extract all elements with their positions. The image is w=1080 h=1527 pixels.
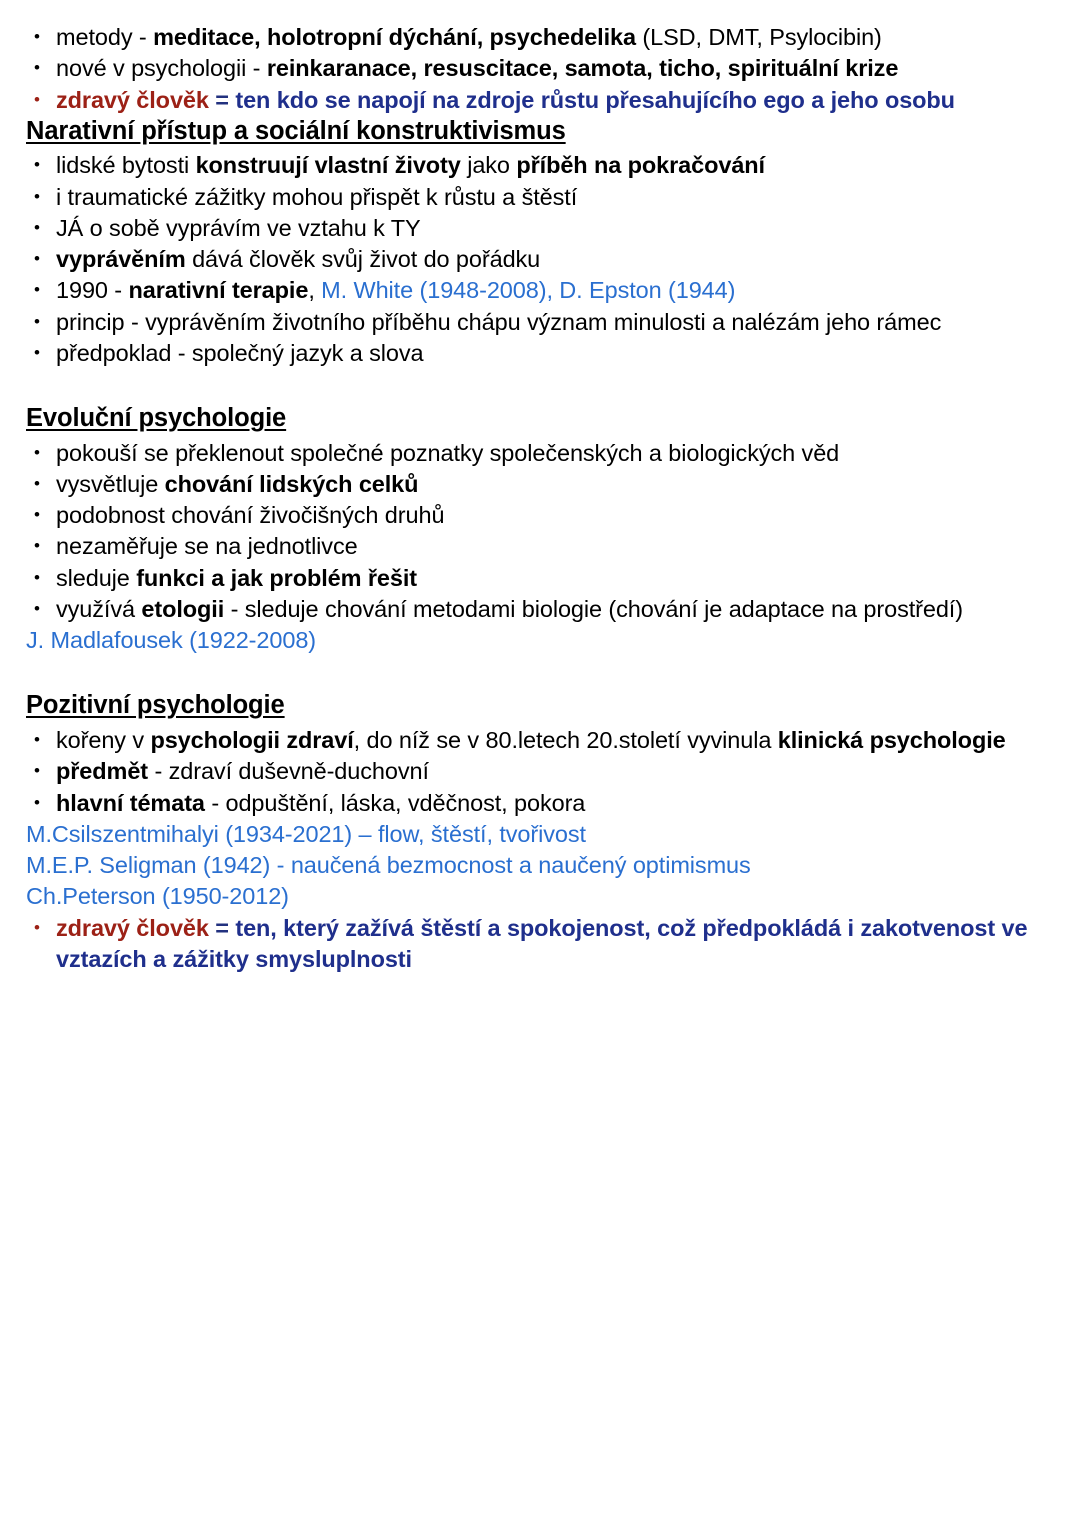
top-bullet-list (26, 22, 1054, 116)
text-line (26, 850, 1054, 881)
text-run: hlavní témata (56, 789, 205, 816)
text-run: nezaměřuje se na jednotlivce (56, 533, 358, 560)
text-run: jako (460, 152, 517, 179)
text-run: - sleduje chování metodami biologie (chování je adaptace na prostředí) (224, 595, 963, 622)
text-run: konstruují vlastní životy (195, 152, 461, 179)
text-run: předmět (56, 758, 149, 785)
bullet-item (26, 307, 1054, 338)
text-run: vyprávěním (56, 246, 186, 273)
bullet-item (26, 213, 1054, 244)
text-run: využívá (56, 595, 142, 622)
bullet-item (26, 594, 1054, 625)
text-run: nové v psychologii - (56, 55, 267, 82)
bullet-list (26, 913, 1054, 976)
text-run: JÁ o sobě vyprávím ve vztahu k TY (56, 214, 421, 241)
text-run: metody - (56, 24, 154, 50)
text-run: příběh na pokračování (516, 152, 765, 179)
document-section (26, 403, 1054, 656)
bullet-item (26, 244, 1054, 275)
bullet-list (26, 150, 1054, 369)
text-run: 1990 - (56, 277, 129, 304)
sections-container (26, 116, 1054, 975)
text-run: princip - vyprávěním životního příběhu chápu význam minulosti a nalézám jeho rámec (56, 308, 942, 335)
text-run: předpoklad - společný jazyk a slova (56, 339, 424, 366)
bullet-item (26, 500, 1054, 531)
text-run: klinická psychologie (777, 727, 1006, 754)
bullet-item (26, 563, 1054, 594)
text-run: dává člověk svůj život do pořádku (185, 246, 541, 273)
bullet-item (26, 756, 1054, 787)
bullet-item (26, 150, 1054, 181)
text-run: zdravý člověk (56, 914, 209, 941)
text-run: = (208, 914, 236, 941)
bullet-item (26, 725, 1054, 756)
bullet-item (26, 531, 1054, 562)
section-heading: Pozitivní psychologie (26, 691, 285, 720)
text-run: ten, který zažívá štěstí a spokojenost, což předpokládá i zakotvenost ve vztazích a zážitky smysluplnosti (56, 914, 1028, 972)
text-run: pokouší se překlenout společné poznatky společenských a biologických věd (56, 439, 840, 466)
text-run: - zdraví duševně-duchovní (148, 758, 429, 785)
text-run: chování lidských celků (164, 470, 419, 497)
text-line (26, 625, 1054, 656)
bullet-list (26, 438, 1054, 626)
text-run: (LSD, DMT, Psylocibin) (635, 24, 882, 50)
text-run: M.E.P. Seligman (1942) - naučená bezmocnost a naučený optimismus (26, 852, 751, 879)
text-run: M. White (1948-2008), D. Epston (1944) (321, 277, 736, 304)
text-run: lidské bytosti (56, 152, 196, 179)
text-run: meditace, holotropní dýchání, psychedelika (153, 24, 636, 50)
text-run: , (308, 277, 322, 304)
text-run: zdravý člověk (56, 86, 209, 113)
bullet-item (26, 53, 1054, 84)
text-run: , do níž se v 80.letech 20.století vyvinula (353, 727, 778, 754)
text-run: kořeny v (56, 727, 151, 754)
text-run: M.Csilszentmihalyi (1934-2021) – flow, štěstí, tvořivost (26, 820, 586, 847)
text-run: ten kdo se napojí na zdroje růstu přesahujícího ego a jeho osobu (235, 86, 955, 113)
bullet-item (26, 182, 1054, 213)
text-line (26, 819, 1054, 850)
section-heading: Narativní přístup a sociální konstruktivismus (26, 116, 566, 145)
text-run: funkci a jak problém řešit (136, 564, 418, 591)
text-run: Ch.Peterson (1950-2012) (26, 883, 289, 910)
bullet-item (26, 275, 1054, 306)
document-section (26, 116, 1054, 369)
text-run: narativní terapie (128, 277, 309, 304)
text-run: sleduje (56, 564, 137, 591)
text-run: reinkaranace, resuscitace, samota, ticho, spirituální krize (266, 55, 899, 82)
bullet-item (26, 438, 1054, 469)
text-run: etologii (141, 595, 225, 622)
text-run: i traumatické zážitky mohou přispět k růstu a štěstí (56, 183, 578, 210)
bullet-item (26, 913, 1054, 976)
bullet-item (26, 338, 1054, 369)
bullet-item (26, 85, 1054, 116)
bullet-item (26, 469, 1054, 500)
text-run: J. Madlafousek (1922-2008) (26, 627, 317, 654)
bullet-item (26, 22, 1054, 53)
section-heading: Evoluční psychologie (26, 404, 287, 433)
text-run: podobnost chování živočišných druhů (56, 502, 445, 529)
text-line (26, 881, 1054, 912)
bullet-item (26, 788, 1054, 819)
text-run: psychologii zdraví (150, 727, 354, 754)
text-run: = (208, 86, 236, 113)
bullet-list (26, 725, 1054, 819)
text-run: vysvětluje (56, 470, 165, 497)
text-run: - odpuštění, láska, vděčnost, pokora (204, 789, 586, 816)
document-section (26, 690, 1054, 975)
